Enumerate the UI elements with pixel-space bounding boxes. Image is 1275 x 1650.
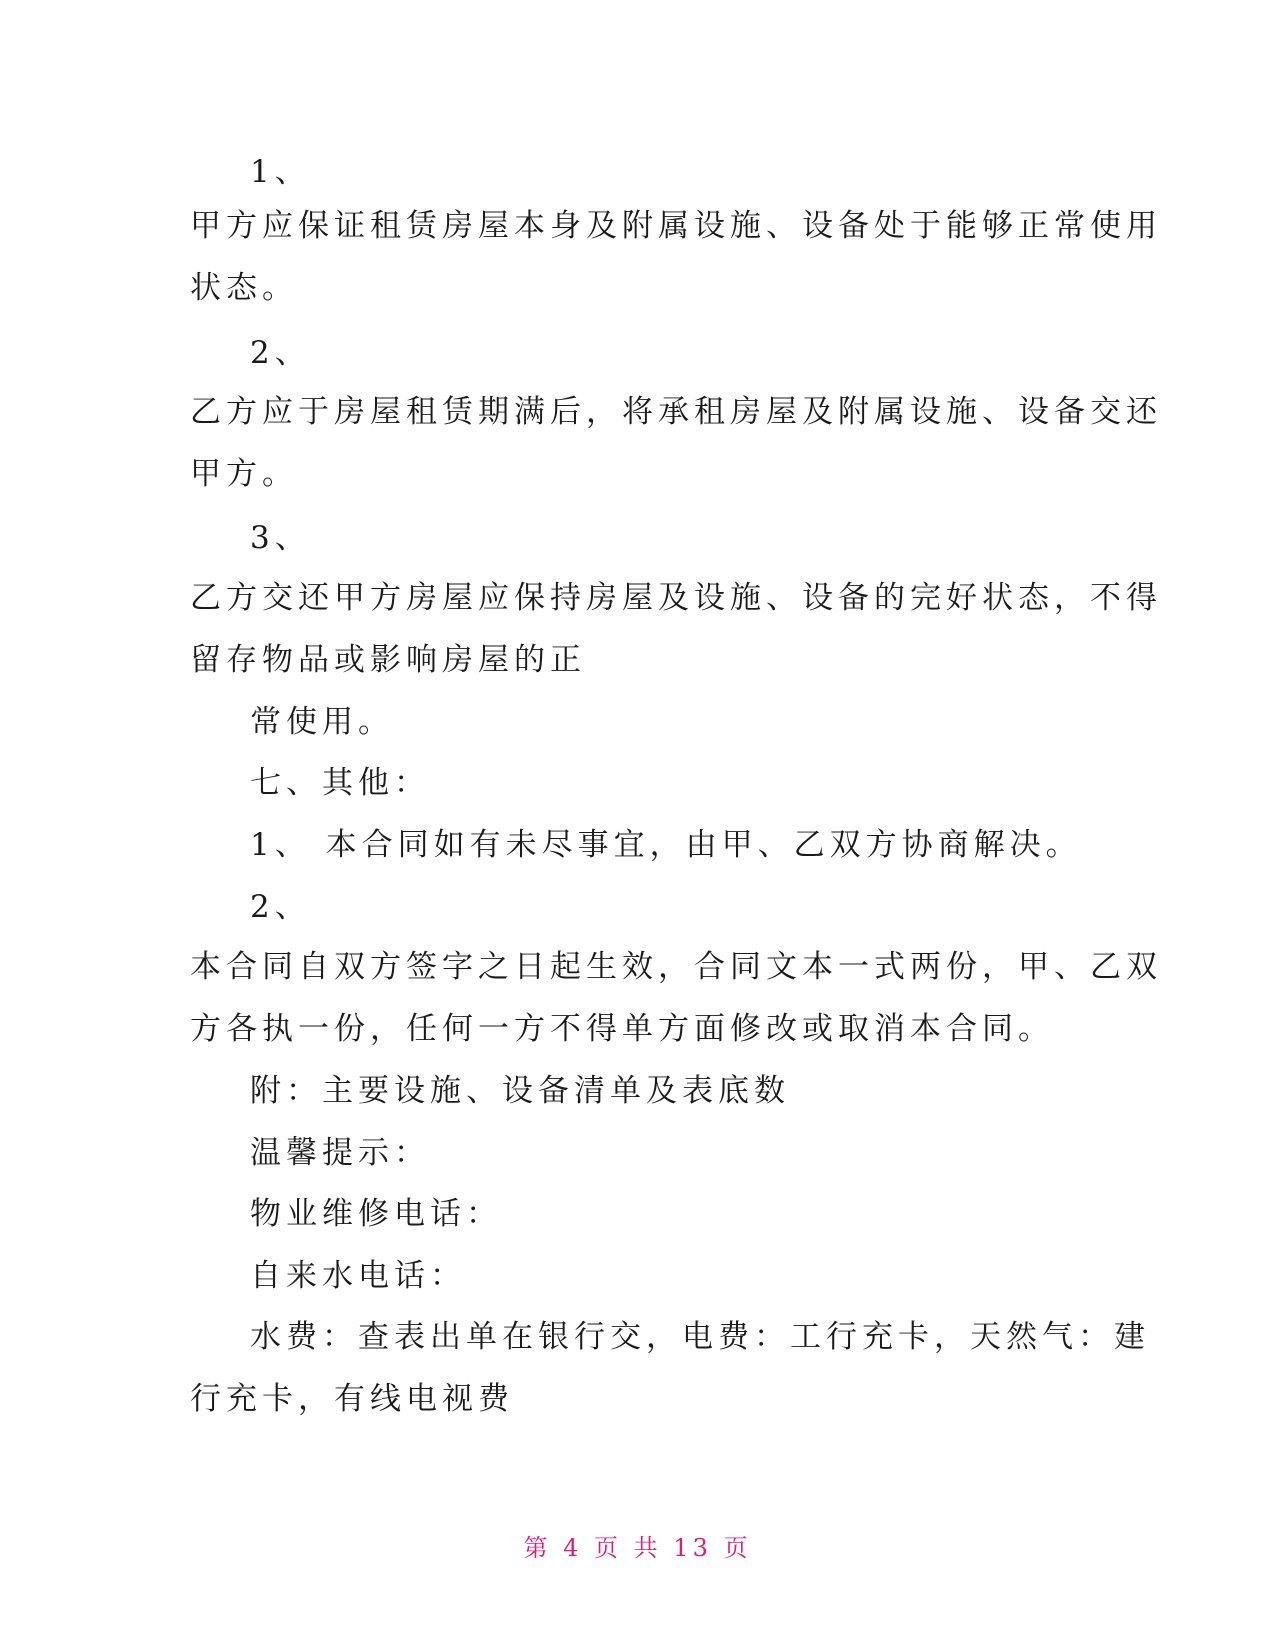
paragraph-line: 乙方应于房屋租赁期满后，将承租房屋及附属设施、设备交还 bbox=[190, 394, 1162, 430]
page-number-footer: 第 4 页 共 13 页 bbox=[523, 1534, 752, 1562]
paragraph-line: 水费：查表出单在银行交，电费：工行充卡，天然气：建 bbox=[250, 1319, 1150, 1355]
paragraph-line: 行充卡，有线电视费 bbox=[190, 1381, 514, 1417]
water-phone-line: 自来水电话： bbox=[250, 1258, 466, 1294]
paragraph-line: 甲方应保证租赁房屋本身及附属设施、设备处于能够正常使用 bbox=[190, 208, 1162, 244]
paragraph-line: 常使用。 bbox=[250, 704, 394, 740]
paragraph-line: 甲方。 bbox=[190, 456, 298, 492]
clause-number-2b: 2、 bbox=[250, 889, 311, 925]
clause-number-1: 1、 bbox=[250, 154, 311, 190]
clause-number-3: 3、 bbox=[250, 520, 311, 556]
attachment-line: 附：主要设施、设备清单及表底数 bbox=[250, 1073, 790, 1109]
paragraph-line: 乙方交还甲方房屋应保持房屋及设施、设备的完好状态，不得 bbox=[190, 580, 1162, 616]
clause-number-2: 2、 bbox=[250, 335, 311, 371]
paragraph-line: 状态。 bbox=[190, 270, 298, 306]
paragraph-line: 本合同自双方签字之日起生效，合同文本一式两份，甲、乙双 bbox=[190, 949, 1162, 985]
property-phone-line: 物业维修电话： bbox=[250, 1196, 502, 1232]
paragraph-line: 方各执一份，任何一方不得单方面修改或取消本合同。 bbox=[190, 1011, 1054, 1047]
paragraph-line: 1、 本合同如有未尽事宜，由甲、乙双方协商解决。 bbox=[250, 827, 1082, 863]
paragraph-line: 留存物品或影响房屋的正 bbox=[190, 642, 586, 678]
section-heading: 七、其他： bbox=[250, 765, 430, 801]
tips-heading: 温馨提示： bbox=[250, 1135, 430, 1171]
